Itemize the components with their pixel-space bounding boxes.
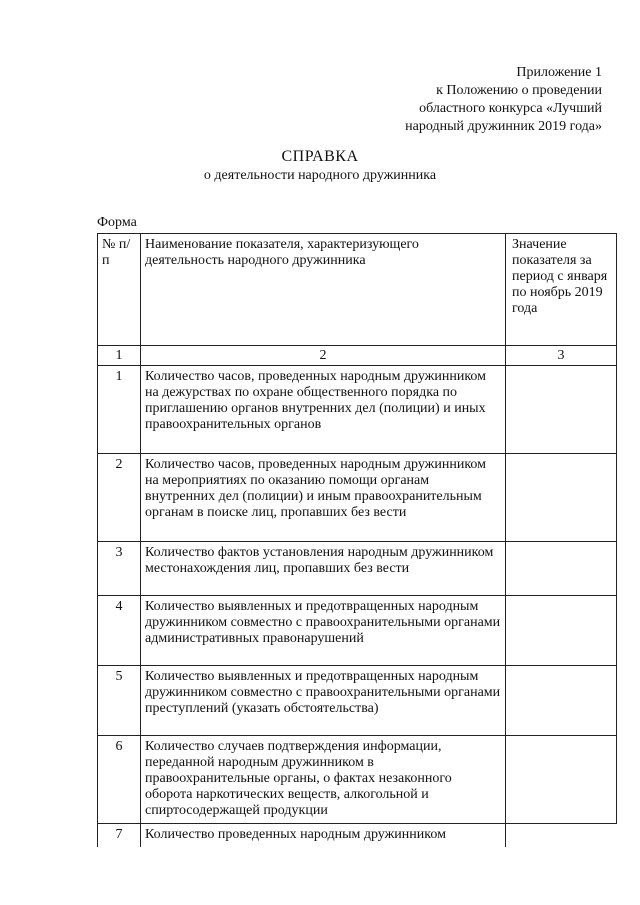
document-subtitle: о деятельности народного дружинника xyxy=(203,168,437,183)
row-indicator-name: Количество выявленных и предотвращенных народным дружинником совместно с правоохранительными органами административных правонарушений xyxy=(141,596,506,666)
appendix-line: Приложение 1 xyxy=(516,65,602,80)
row-indicator-name: Количество проведенных народным дружинником xyxy=(141,824,506,848)
row-value-cell[interactable] xyxy=(506,666,617,736)
row-number: 6 xyxy=(98,736,141,824)
table-row xyxy=(98,454,617,542)
column-numbers-row xyxy=(98,346,617,366)
row-indicator-name: Количество случаев подтверждения информации, переданной народным дружинником в правоохранительные органы, о фактах незаконного оборота наркотических веществ, алкогольной и спиртосодержащей продукции xyxy=(141,736,506,824)
row-value-cell[interactable] xyxy=(506,542,617,596)
table-row xyxy=(98,366,617,454)
row-value-cell[interactable] xyxy=(506,596,617,666)
row-value-cell[interactable] xyxy=(506,824,617,848)
row-indicator-name: Количество выявленных и предотвращенных народным дружинником совместно с правоохранительными органами преступлений (указать обстоятельства) xyxy=(141,666,506,736)
row-number: 3 xyxy=(98,542,141,596)
row-indicator-name: Количество часов, проведенных народным дружинником на дежурствах по охране общественного порядка по приглашению органов внутренних дел (полиции) и иных правоохранительных органов xyxy=(141,366,506,454)
appendix-line: к Положению о проведении xyxy=(436,83,602,98)
column-number: 1 xyxy=(98,346,141,366)
table-header-row xyxy=(98,234,617,346)
row-indicator-name: Количество часов, проведенных народным дружинником на мероприятиях по оказанию помощи органам внутренних дел (полиции) и иным правоохранительным органам в поиске лиц, пропавших без вести xyxy=(141,454,506,542)
table-row xyxy=(98,542,617,596)
row-number: 2 xyxy=(98,454,141,542)
row-number: 5 xyxy=(98,666,141,736)
table-row xyxy=(98,736,617,824)
header-number: № п/п xyxy=(98,234,141,346)
column-number: 3 xyxy=(506,346,617,366)
table-row xyxy=(98,596,617,666)
appendix-line: народный дружинник 2019 года» xyxy=(405,119,602,134)
appendix-line: областного конкурса «Лучший xyxy=(419,101,602,116)
document-title: СПРАВКА xyxy=(281,148,359,165)
appendix-header xyxy=(302,64,602,136)
row-indicator-name: Количество фактов установления народным дружинником местонахождения лиц, пропавших без вести xyxy=(141,542,506,596)
table-row xyxy=(98,666,617,736)
form-label: Форма xyxy=(97,215,137,230)
table-row xyxy=(98,824,617,848)
row-number: 4 xyxy=(98,596,141,666)
header-indicator-name: Наименование показателя, характеризующего деятельность народного дружинника xyxy=(141,234,506,346)
header-indicator-value: Значение показателя за период с января по ноябрь 2019 года xyxy=(506,234,617,346)
row-value-cell[interactable] xyxy=(506,736,617,824)
row-value-cell[interactable] xyxy=(506,454,617,542)
row-number: 1 xyxy=(98,366,141,454)
indicators-table xyxy=(97,233,617,847)
row-value-cell[interactable] xyxy=(506,366,617,454)
row-number: 7 xyxy=(98,824,141,848)
column-number: 2 xyxy=(141,346,506,366)
